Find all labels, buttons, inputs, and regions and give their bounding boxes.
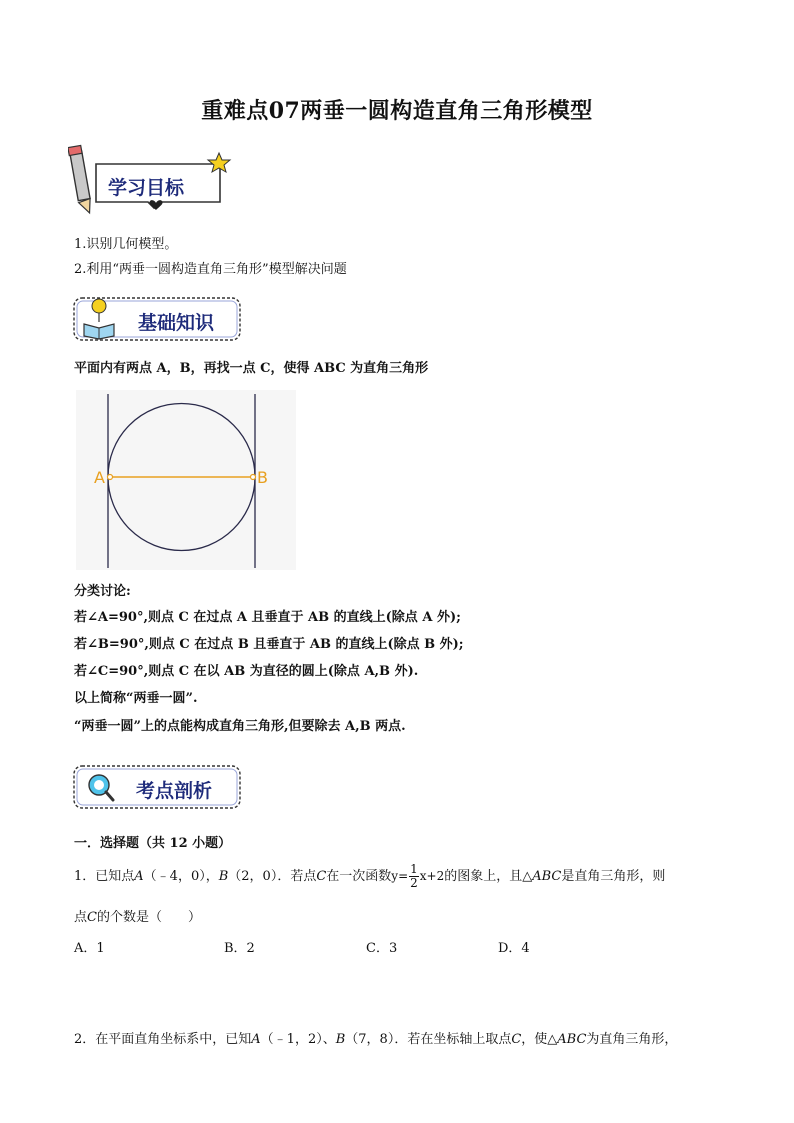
q1-function-prefix: y= bbox=[391, 869, 409, 883]
q1-function-suffix: x+2 bbox=[419, 869, 445, 883]
q1-text-1: 1．已知点 bbox=[74, 869, 135, 884]
q1-option-d[interactable]: D．4 bbox=[498, 941, 530, 956]
page-title: 重难点07两垂一圆构造直角三角形模型 bbox=[201, 98, 593, 124]
q1-text-2: （﹣4，0）， bbox=[143, 869, 219, 884]
summary-1: 以上简称“两垂一圆”. bbox=[74, 691, 198, 706]
q2-text-5: 为直角三角形， bbox=[586, 1032, 678, 1047]
label-a: A bbox=[94, 468, 105, 487]
summary-2: “两垂一圆”上的点能构成直角三角形,但要除去 A,B 两点. bbox=[74, 719, 406, 734]
section-banner-analysis bbox=[72, 762, 244, 814]
question-2-line-1 bbox=[74, 1028, 677, 1047]
section-banner-basics bbox=[72, 294, 244, 346]
q2-point-b: B bbox=[335, 1032, 346, 1047]
point-a bbox=[108, 475, 113, 480]
q1-point-a: A bbox=[134, 869, 144, 884]
q1-option-c[interactable]: C．3 bbox=[366, 941, 398, 956]
q2-triangle-abc: ABC bbox=[557, 1032, 587, 1047]
question-1-line-1 bbox=[74, 863, 665, 890]
question-1-line-2 bbox=[74, 906, 201, 925]
q1-text-3: （2，0）．若点 bbox=[228, 869, 317, 884]
q2-text-4: ，使△ bbox=[521, 1032, 558, 1047]
q2-text-1: 2．在平面直角坐标系中，已知 bbox=[74, 1032, 252, 1047]
q2-text-3: （7，8）．若在坐标轴上取点 bbox=[345, 1032, 512, 1047]
q1-point-b: B bbox=[218, 869, 229, 884]
q2-point-a: A bbox=[251, 1032, 261, 1047]
q1-triangle-abc: ABC bbox=[532, 869, 562, 884]
section-title-goals: 学习目标 bbox=[108, 177, 185, 199]
q1-text-6: 是直角三角形，则 bbox=[561, 869, 666, 884]
q1-option-a[interactable]: A．1 bbox=[74, 941, 105, 956]
q1-line2-text-2: 的个数是（ ） bbox=[96, 910, 201, 925]
case-angle-a: 若∠A=90°,则点 C 在过点 A 且垂直于 AB 的直线上(除点 A 外); bbox=[74, 610, 461, 625]
q1-line2-point-c: C bbox=[87, 910, 97, 925]
q1-point-c: C bbox=[316, 869, 327, 884]
discussion-title: 分类讨论: bbox=[74, 584, 131, 599]
q1-fraction bbox=[409, 863, 419, 890]
case-angle-b: 若∠B=90°,则点 C 在过点 B 且垂直于 AB 的直线上(除点 B 外); bbox=[74, 637, 464, 652]
section-title-analysis: 考点剖析 bbox=[136, 780, 213, 802]
questions-header: 一．选择题（共 12 小题） bbox=[74, 836, 232, 851]
section-title-basics: 基础知识 bbox=[138, 312, 215, 334]
q1-fraction-numerator: 1 bbox=[410, 862, 418, 876]
case-angle-c: 若∠C=90°,则点 C 在以 AB 为直径的圆上(除点 A,B 外). bbox=[74, 664, 419, 679]
point-b bbox=[251, 475, 256, 480]
goal-item-1: 1.识别几何模型。 bbox=[74, 237, 178, 252]
q1-fraction-denominator: 2 bbox=[410, 876, 418, 890]
q1-text-5: 的图象上，且△ bbox=[444, 869, 533, 884]
q2-text-2: （﹣1，2）、 bbox=[260, 1032, 336, 1047]
basics-intro: 平面内有两点 A，B，再找一点 C，使得 ABC 为直角三角形 bbox=[74, 361, 429, 376]
two-perpendiculars-one-circle-figure bbox=[76, 390, 296, 570]
q2-point-c: C bbox=[511, 1032, 522, 1047]
label-b: B bbox=[257, 468, 268, 487]
goal-item-2: 2.利用“两垂一圆构造直角三角形”模型解决问题 bbox=[74, 262, 347, 277]
q1-option-b[interactable]: B．2 bbox=[224, 941, 255, 956]
q1-line2-text-1: 点 bbox=[74, 910, 88, 925]
q1-text-4: 在一次函数 bbox=[326, 869, 392, 884]
section-banner-goals bbox=[68, 144, 234, 216]
